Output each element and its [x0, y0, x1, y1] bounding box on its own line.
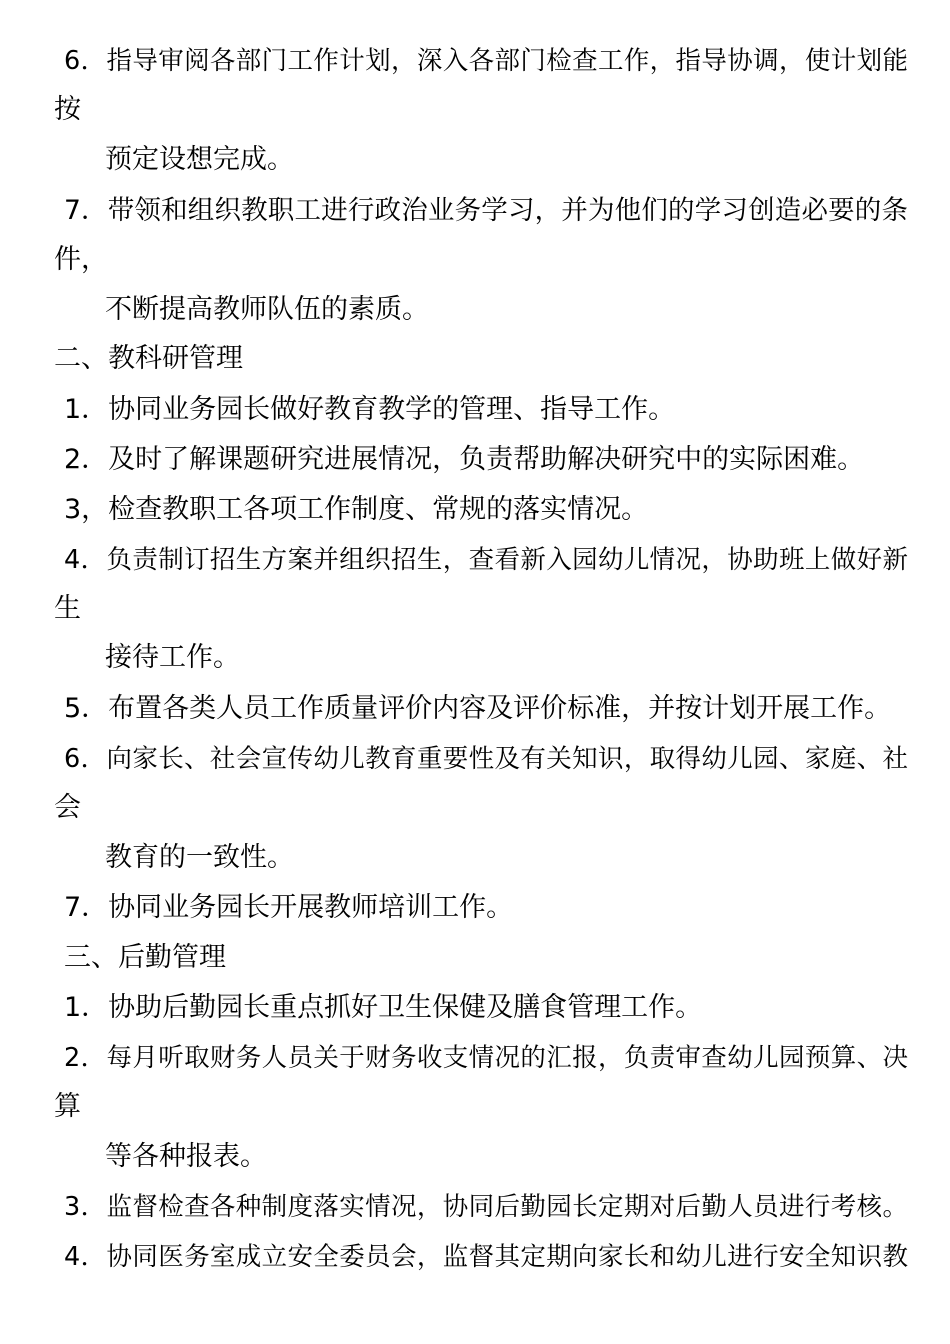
text-line-item-1: 1．协助后勤园长重点抓好卫生保健及膳食管理工作。	[64, 992, 703, 1023]
text-line-item-3: 3，检查教职工各项工作制度、常规的落实情况。	[64, 494, 649, 525]
text-line-wrap: 会	[54, 792, 81, 823]
text-line-continuation: 等各种报表。	[105, 1141, 267, 1172]
text-line-item-1: 1．协同业务园长做好教育教学的管理、指导工作。	[64, 394, 676, 425]
text-line-wrap: 件，	[54, 244, 108, 275]
text-line-continuation: 预定设想完成。	[105, 144, 294, 175]
text-line-item-4: 4．协同医务室成立安全委员会，监督其定期向家长和幼儿进行安全知识教	[64, 1242, 908, 1272]
text-line-wrap: 按	[54, 94, 81, 125]
text-line-item-7: 7．协同业务园长开展教师培训工作。	[64, 892, 514, 923]
text-line-continuation: 接待工作。	[105, 642, 240, 673]
text-line-item-2: 2．每月听取财务人员关于财务收支情况的汇报，负责审查幼儿园预算、决	[64, 1043, 908, 1073]
text-line-item-4: 4．负责制订招生方案并组织招生，查看新入园幼儿情况，协助班上做好新	[64, 545, 908, 575]
section-heading-research: 二、教科研管理	[54, 343, 243, 374]
text-line-item-6-planning: 6．指导审阅各部门工作计划，深入各部门检查工作，指导协调，使计划能	[64, 46, 908, 76]
text-line-continuation: 不断提高教师队伍的素质。	[105, 294, 429, 325]
text-line-wrap: 生	[54, 593, 81, 624]
text-line-continuation: 教育的一致性。	[105, 842, 294, 873]
text-line-wrap: 算	[54, 1091, 81, 1122]
text-line-item-2: 2．及时了解课题研究进展情况，负责帮助解决研究中的实际困难。	[64, 444, 865, 475]
text-line-item-7-study: 7．带领和组织教职工进行政治业务学习，并为他们的学习创造必要的条	[64, 195, 908, 226]
text-line-item-6: 6．向家长、社会宣传幼儿教育重要性及有关知识，取得幼儿园、家庭、社	[64, 744, 908, 774]
text-line-item-3: 3．监督检查各种制度落实情况，协同后勤园长定期对后勤人员进行考核。	[64, 1192, 908, 1222]
section-heading-logistics: 三、后勤管理	[64, 942, 226, 973]
text-line-item-5: 5．布置各类人员工作质量评价内容及评价标准，并按计划开展工作。	[64, 693, 892, 724]
